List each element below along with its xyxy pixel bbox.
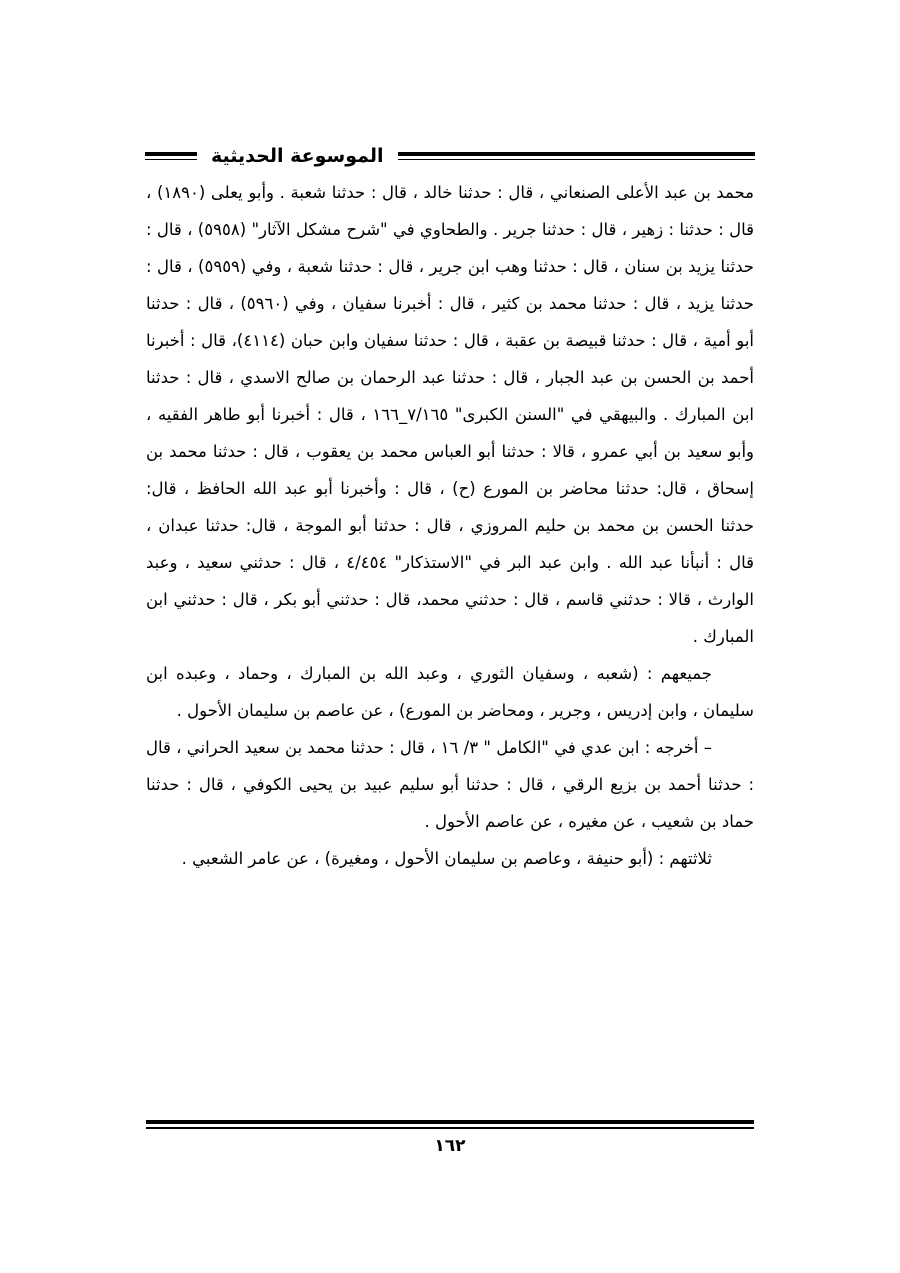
running-title: الموسوعة الحديثية (211, 144, 384, 167)
footer-rule (146, 1120, 754, 1129)
page-body (146, 174, 754, 877)
header-rule-left (145, 152, 197, 161)
header-rule-right (398, 152, 756, 161)
paragraph-sources: محمد بن عبد الأعلى الصنعاني ، قال : حدثنا خالد ، قال : حدثنا شعبة . وأبو يعلى (١٨٩٠) ، قال : حدثنا : زهير ، قال : حدثنا جرير . والطحاوي في "شرح مشكل الآثار" (٥٩٥٨) ، قال : حدثنا يزيد بن سنان ، قال : حدثنا وهب ابن جرير ، قال : حدثنا شعبة ، وفي (٥٩٥٩) ، قال : حدثنا يزيد ، قال : حدثنا محمد بن كثير ، قال : أخبرنا سفيان ، وفي (٥٩٦٠) ، قال : حدثنا أبو أمية ، قال : حدثنا قبيصة بن عقبة ، قال : حدثنا سفيان وابن حبان (٤١١٤)، قال : أخبرنا أحمد بن الحسن بن عبد الجبار ، قال : حدثنا عبد الرحمان بن صالح الاسدي ، قال : حدثنا ابن المبارك . والبيهقي في "السنن الكبرى" ٧/١٦٥_١٦٦ ، قال : أخبرنا أبو طاهر الفقيه ، وأبو سعيد بن أبي عمرو ، قالا : حدثنا أبو العباس محمد بن يعقوب ، قال : حدثنا محمد بن إسحاق ، قال: حدثنا محاضر بن المورع (ح) ، قال : وأخبرنا أبو عبد الله الحافظ ، قال: حدثنا الحسن بن محمد بن حليم المروزي ، قال : حدثنا أبو الموجة ، قال: حدثنا عبدان ، قال : أنبأنا عبد الله . وابن عبد البر في "الاستذكار" ٤/٤٥٤ ، قال : حدثني سعيد ، وعبد الوارث ، قالا : حدثني قاسم ، قال : حدثني محمد، قال : حدثني أبو بكر ، قال : حدثني ابن المبارك . (146, 183, 755, 646)
paragraph-all-narrators: جميعهم : (شعبه ، وسفيان الثوري ، وعبد الله بن المبارك ، وحماد ، وعبده ابن سليمان ، وابن إدريس ، وجرير ، ومحاضر بن المورع) ، عن عاصم بن سليمان الأحول . (146, 664, 754, 720)
page-number: ١٦٢ (434, 1136, 466, 1156)
paragraph-ibn-adi: – أخرجه : ابن عدي في "الكامل " ٣/ ١٦ ، قال : حدثنا محمد بن سعيد الحراني ، قال : حدثنا أحمد بن بزيع الرقي ، قال : حدثنا أبو سليم عبيد بن يحيى الكوفي ، قال : حدثنا حماد بن شعيب ، عن مغيره ، عن عاصم الأحول . (146, 738, 754, 831)
page-header (145, 138, 755, 174)
paragraph-three-narrators: ثلاثتهم : (أبو حنيفة ، وعاصم بن سليمان الأحول ، ومغيرة) ، عن عامر الشعبي . (181, 849, 712, 868)
